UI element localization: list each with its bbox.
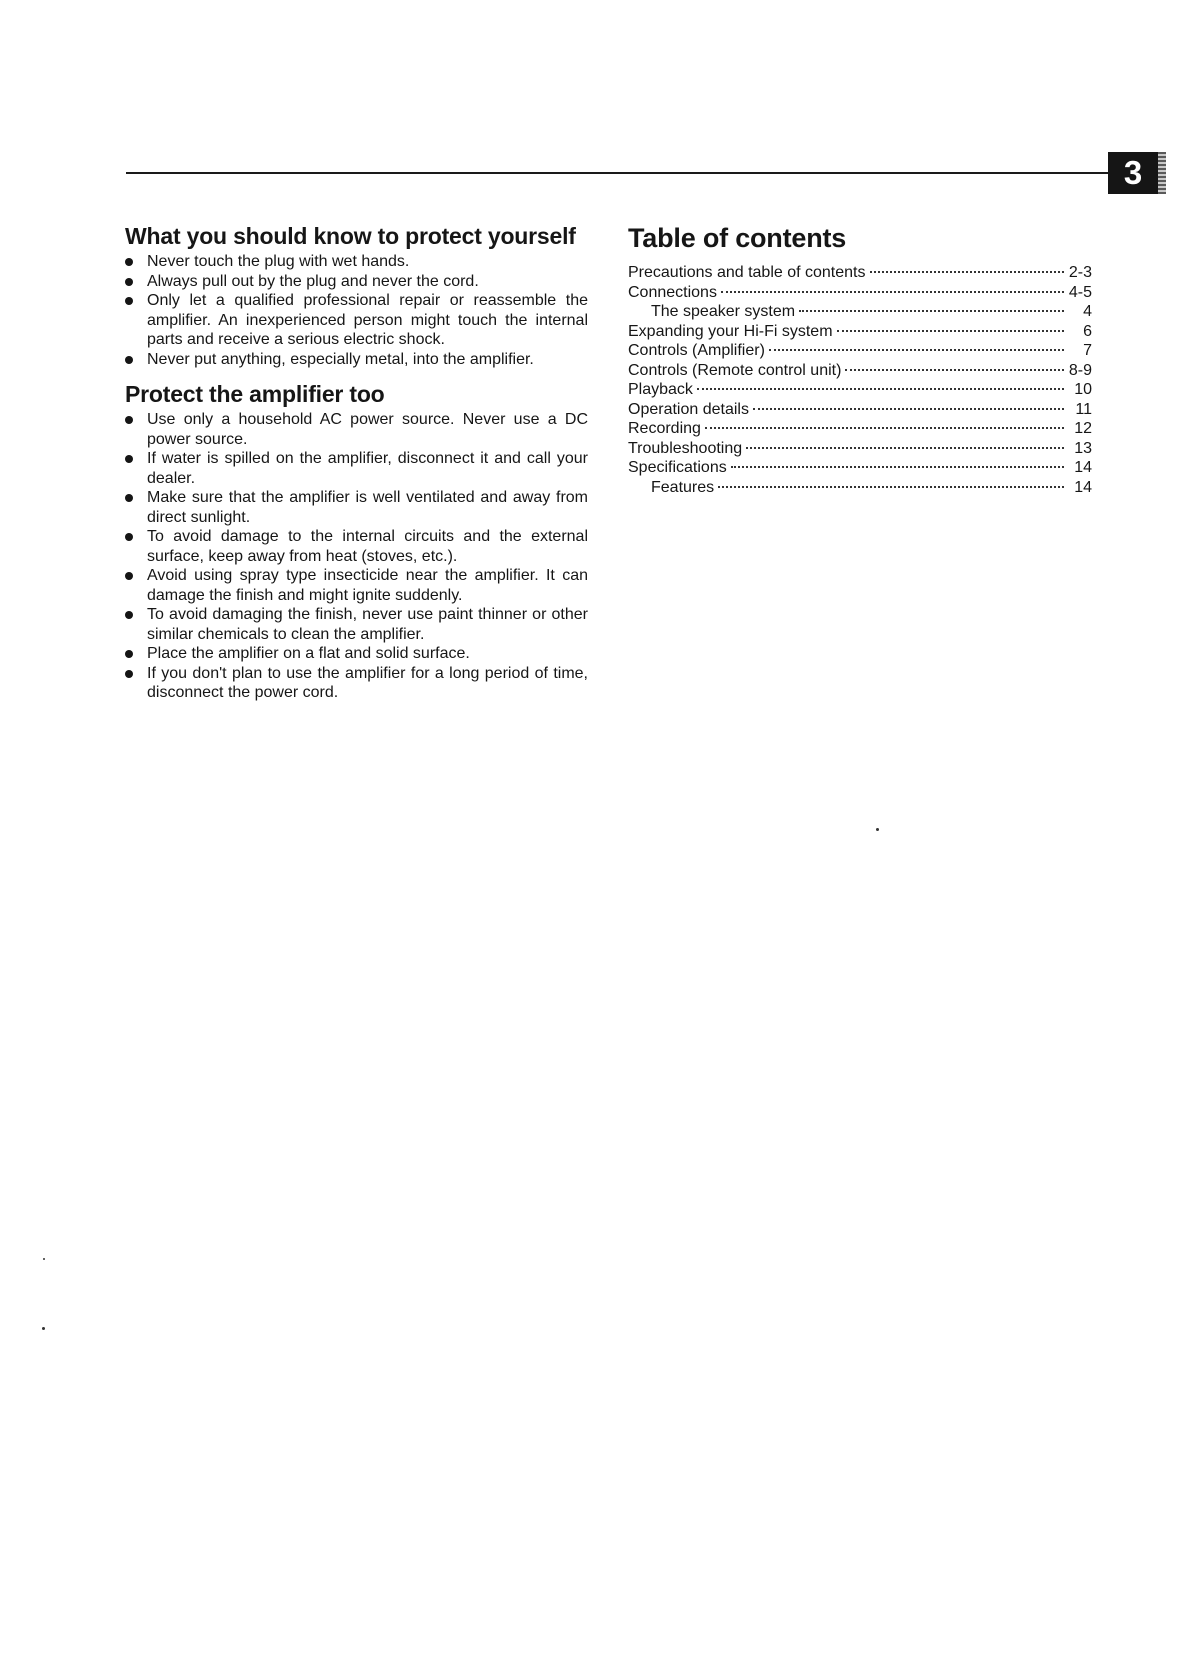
scan-speck bbox=[876, 828, 879, 831]
list-item-text: Make sure that the amplifier is well ventilated and away from direct sunlight. bbox=[147, 489, 588, 526]
toc-heading: Table of contents bbox=[628, 223, 847, 253]
list-item-text: To avoid damaging the finish, never use paint thinner or other similar chemicals to clean the amplifier. bbox=[147, 606, 588, 643]
bullet-icon bbox=[125, 416, 133, 424]
bullet-icon bbox=[125, 258, 133, 266]
bullet-icon bbox=[125, 533, 133, 541]
protect-yourself-list bbox=[125, 252, 588, 369]
toc-entry-page: 2-3 bbox=[1068, 264, 1092, 281]
toc-entry-page: 13 bbox=[1074, 439, 1092, 457]
top-rule bbox=[126, 172, 1110, 174]
list-item-text: Never touch the plug with wet hands. bbox=[147, 253, 410, 270]
toc-entry-label: Controls (Amplifier) bbox=[628, 342, 765, 359]
list-item bbox=[125, 449, 588, 488]
list-item-text: Use only a household AC power source. Never use a DC power source. bbox=[147, 411, 588, 448]
list-item bbox=[125, 291, 588, 350]
list-item bbox=[125, 272, 588, 292]
toc-leader-dots bbox=[705, 427, 1064, 429]
protect-amplifier-heading: Protect the amplifier too bbox=[125, 381, 385, 407]
toc-entry-page: 7 bbox=[1083, 342, 1092, 359]
toc-entry-label: Troubleshooting bbox=[628, 439, 743, 457]
toc-leader-dots bbox=[870, 271, 1065, 273]
toc-entry bbox=[628, 361, 1092, 381]
toc-entry-page: 11 bbox=[1075, 400, 1092, 418]
toc-leader-dots bbox=[718, 486, 1064, 488]
bullet-icon bbox=[125, 455, 133, 463]
toc-entry-label: Controls (Remote control unit) bbox=[628, 361, 842, 379]
toc-entry bbox=[628, 341, 1092, 361]
list-item-text: Never put anything, especially metal, into the amplifier. bbox=[147, 350, 534, 368]
toc-entry-page: 8-9 bbox=[1068, 361, 1092, 379]
toc-entry bbox=[628, 400, 1092, 420]
list-item bbox=[125, 527, 588, 566]
toc-entry-page: 12 bbox=[1074, 420, 1092, 437]
toc-entry bbox=[628, 419, 1092, 439]
toc-entry-page: 4-5 bbox=[1068, 283, 1092, 301]
toc-leader-dots bbox=[746, 447, 1064, 449]
toc-subentry bbox=[628, 478, 1092, 498]
toc-entry-label: Recording bbox=[628, 420, 701, 437]
bullet-icon bbox=[125, 297, 133, 305]
toc-leader-dots bbox=[769, 349, 1064, 351]
toc-entry-page: 10 bbox=[1074, 381, 1092, 398]
toc-leader-dots bbox=[721, 291, 1064, 293]
list-item bbox=[125, 566, 588, 605]
bullet-icon bbox=[125, 278, 133, 286]
bullet-icon bbox=[125, 572, 133, 580]
bullet-icon bbox=[125, 611, 133, 619]
toc-entry-label: Specifications bbox=[628, 459, 727, 476]
list-item bbox=[125, 644, 588, 664]
bullet-icon bbox=[125, 356, 133, 364]
toc-entry-page: 14 bbox=[1074, 478, 1092, 496]
toc-leader-dots bbox=[845, 369, 1064, 371]
bullet-icon bbox=[125, 650, 133, 658]
list-item-text: Place the amplifier on a flat and solid surface. bbox=[147, 645, 470, 662]
toc-entry bbox=[628, 458, 1092, 478]
table-of-contents bbox=[628, 221, 1092, 497]
list-item bbox=[125, 605, 588, 644]
scan-speck bbox=[42, 1327, 45, 1330]
toc-entry-label: Expanding your Hi-Fi system bbox=[628, 322, 833, 340]
toc-entry bbox=[628, 439, 1092, 459]
toc-entry-label: The speaker system bbox=[651, 303, 796, 320]
toc-entry-label: Connections bbox=[628, 283, 717, 301]
list-item bbox=[125, 664, 588, 703]
bullet-icon bbox=[125, 670, 133, 678]
list-item-text: To avoid damage to the internal circuits and the external surface, keep away from heat (stoves, etc.). bbox=[147, 528, 588, 565]
toc-entry-page: 14 bbox=[1074, 459, 1092, 476]
list-item bbox=[125, 410, 588, 449]
protect-yourself-heading: What you should know to protect yourself bbox=[125, 223, 576, 249]
toc-entry-label: Playback bbox=[628, 381, 693, 398]
list-item-text: Avoid using spray type insecticide near the amplifier. It can damage the finish and might ignite suddenly. bbox=[147, 567, 588, 604]
list-item-text: Always pull out by the plug and never the cord. bbox=[147, 272, 479, 290]
toc-leader-dots bbox=[837, 330, 1064, 332]
toc-entry-label: Operation details bbox=[628, 400, 749, 418]
toc-entry bbox=[628, 263, 1092, 283]
toc-entry bbox=[628, 322, 1092, 342]
toc-entry-page: 6 bbox=[1083, 322, 1092, 340]
toc-leader-dots bbox=[731, 466, 1064, 468]
page-tab-edge bbox=[1158, 152, 1166, 194]
bullet-icon bbox=[125, 494, 133, 502]
list-item-text: If water is spilled on the amplifier, disconnect it and call your dealer. bbox=[147, 450, 588, 487]
list-item bbox=[125, 488, 588, 527]
precautions-column bbox=[125, 221, 588, 703]
toc-leader-dots bbox=[697, 388, 1064, 390]
toc-leader-dots bbox=[799, 310, 1064, 312]
toc-entry bbox=[628, 380, 1092, 400]
toc-entry-page: 4 bbox=[1083, 303, 1092, 320]
scan-speck bbox=[43, 1258, 45, 1260]
list-item bbox=[125, 252, 588, 272]
page-number-tab: 3 bbox=[1108, 152, 1158, 194]
toc-entry bbox=[628, 283, 1092, 303]
list-item bbox=[125, 350, 588, 370]
list-item-text: If you don't plan to use the amplifier for a long period of time, disconnect the power cord. bbox=[147, 664, 588, 701]
toc-entry-label: Features bbox=[651, 478, 715, 496]
list-item-text: Only let a qualified professional repair or reassemble the amplifier. An inexperienced person might touch the internal parts and receive a serious electric shock. bbox=[147, 292, 588, 348]
toc-leader-dots bbox=[753, 408, 1064, 410]
protect-amplifier-list bbox=[125, 410, 588, 703]
toc-entry-label: Precautions and table of contents bbox=[628, 264, 866, 281]
toc-subentry bbox=[628, 302, 1092, 322]
